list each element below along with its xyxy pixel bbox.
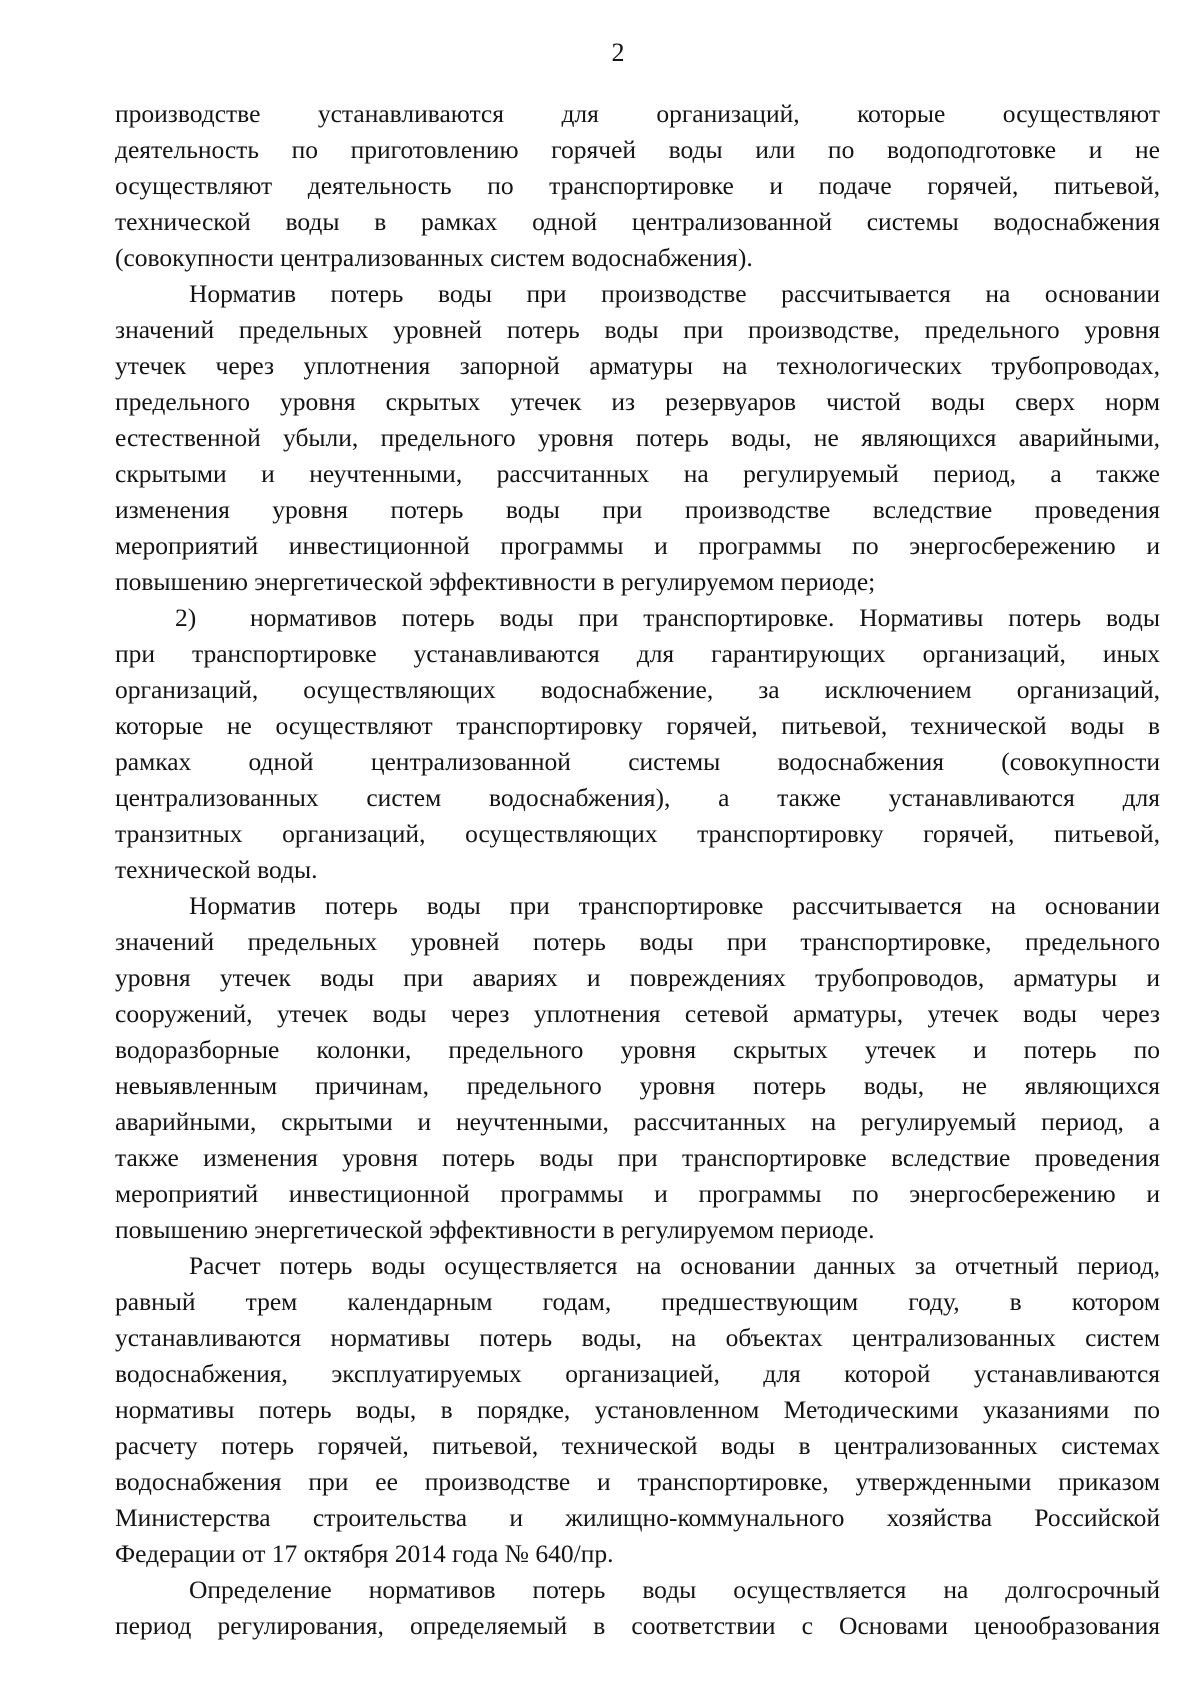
text-line: организаций, осуществляющих водоснабжение, за исключением организаций, <box>115 675 1160 704</box>
text-line: производстве устанавливаются для организаций, которые осуществляют <box>115 99 1160 128</box>
text-line: деятельность по приготовлению горячей воды или по водоподготовке и не <box>115 135 1160 164</box>
text-line: расчету потерь горячей, питьевой, технической воды в централизованных системах <box>115 1431 1160 1460</box>
text-line: также изменения уровня потерь воды при транспортировке вследствие проведения <box>115 1143 1160 1172</box>
text-line: водоснабжения при ее производстве и транспортировке, утвержденными приказом <box>115 1467 1160 1496</box>
text-line: равный трем календарным годам, предшествующим году, в котором <box>115 1287 1160 1316</box>
text-line: водоразборные колонки, предельного уровня скрытых утечек и потерь по <box>115 1035 1160 1064</box>
text-line: централизованных систем водоснабжения), а также устанавливаются для <box>115 783 1160 812</box>
text-line: сооружений, утечек воды через уплотнения сетевой арматуры, утечек воды через <box>115 999 1160 1028</box>
text-line: рамках одной централизованной системы водоснабжения (совокупности <box>115 747 1160 776</box>
text-line: повышению энергетической эффективности в регулируемом периоде; <box>115 567 876 596</box>
text-line: изменения уровня потерь воды при производстве вследствие проведения <box>115 495 1160 524</box>
text-line: Федерации от 17 октября 2014 года № 640/пр. <box>115 1539 614 1568</box>
text-line: Норматив потерь воды при производстве рассчитывается на основании <box>189 279 1160 308</box>
list-item-text: нормативов потерь воды при транспортировке. Нормативы потерь воды <box>250 603 1160 632</box>
page-number: 2 <box>611 38 625 67</box>
text-line: повышению энергетической эффективности в регулируемом периоде. <box>115 1215 875 1244</box>
list-item-number: 2) <box>175 603 197 632</box>
text-line: при транспортировке устанавливаются для гарантирующих организаций, иных <box>115 639 1160 668</box>
text-line: технической воды в рамках одной централизованной системы водоснабжения <box>115 207 1160 236</box>
text-line: которые не осуществляют транспортировку горячей, питьевой, технической воды в <box>115 711 1160 740</box>
text-line: утечек через уплотнения запорной арматуры на технологических трубопроводах, <box>115 351 1160 380</box>
text-line: (совокупности централизованных систем водоснабжения). <box>115 243 753 272</box>
text-line: аварийными, скрытыми и неучтенными, рассчитанных на регулируемый период, а <box>115 1107 1160 1136</box>
text-line: нормативы потерь воды, в порядке, установленном Методическими указаниями по <box>115 1395 1160 1424</box>
text-line: устанавливаются нормативы потерь воды, на объектах централизованных систем <box>115 1323 1160 1352</box>
text-line <box>115 600 1160 636</box>
text-line: Норматив потерь воды при транспортировке рассчитывается на основании <box>189 891 1160 920</box>
text-line: значений предельных уровней потерь воды при производстве, предельного уровня <box>115 315 1160 344</box>
text-line: технической воды. <box>115 855 318 884</box>
text-line: мероприятий инвестиционной программы и программы по энергосбережению и <box>115 531 1160 560</box>
text-line: невыявленным причинам, предельного уровня потерь воды, не являющихся <box>115 1071 1160 1100</box>
text-line: предельного уровня скрытых утечек из резервуаров чистой воды сверх норм <box>115 387 1160 416</box>
text-line: уровня утечек воды при авариях и повреждениях трубопроводов, арматуры и <box>115 963 1160 992</box>
text-line: период регулирования, определяемый в соответствии с Основами ценообразования <box>115 1611 1160 1640</box>
text-line: мероприятий инвестиционной программы и программы по энергосбережению и <box>115 1179 1160 1208</box>
text-line: скрытыми и неучтенными, рассчитанных на регулируемый период, а также <box>115 459 1160 488</box>
body-text <box>115 96 1160 1644</box>
text-line: водоснабжения, эксплуатируемых организацией, для которой устанавливаются <box>115 1359 1160 1388</box>
text-line: транзитных организаций, осуществляющих транспортировку горячей, питьевой, <box>115 819 1160 848</box>
text-line: значений предельных уровней потерь воды при транспортировке, предельного <box>115 927 1160 956</box>
text-line: Расчет потерь воды осуществляется на основании данных за отчетный период, <box>189 1251 1160 1280</box>
text-line: осуществляют деятельность по транспортировке и подаче горячей, питьевой, <box>115 171 1160 200</box>
text-line: Определение нормативов потерь воды осуществляется на долгосрочный <box>189 1575 1160 1604</box>
text-line: Министерства строительства и жилищно-коммунального хозяйства Российской <box>115 1503 1160 1532</box>
text-line: естественной убыли, предельного уровня потерь воды, не являющихся аварийными, <box>115 423 1160 452</box>
